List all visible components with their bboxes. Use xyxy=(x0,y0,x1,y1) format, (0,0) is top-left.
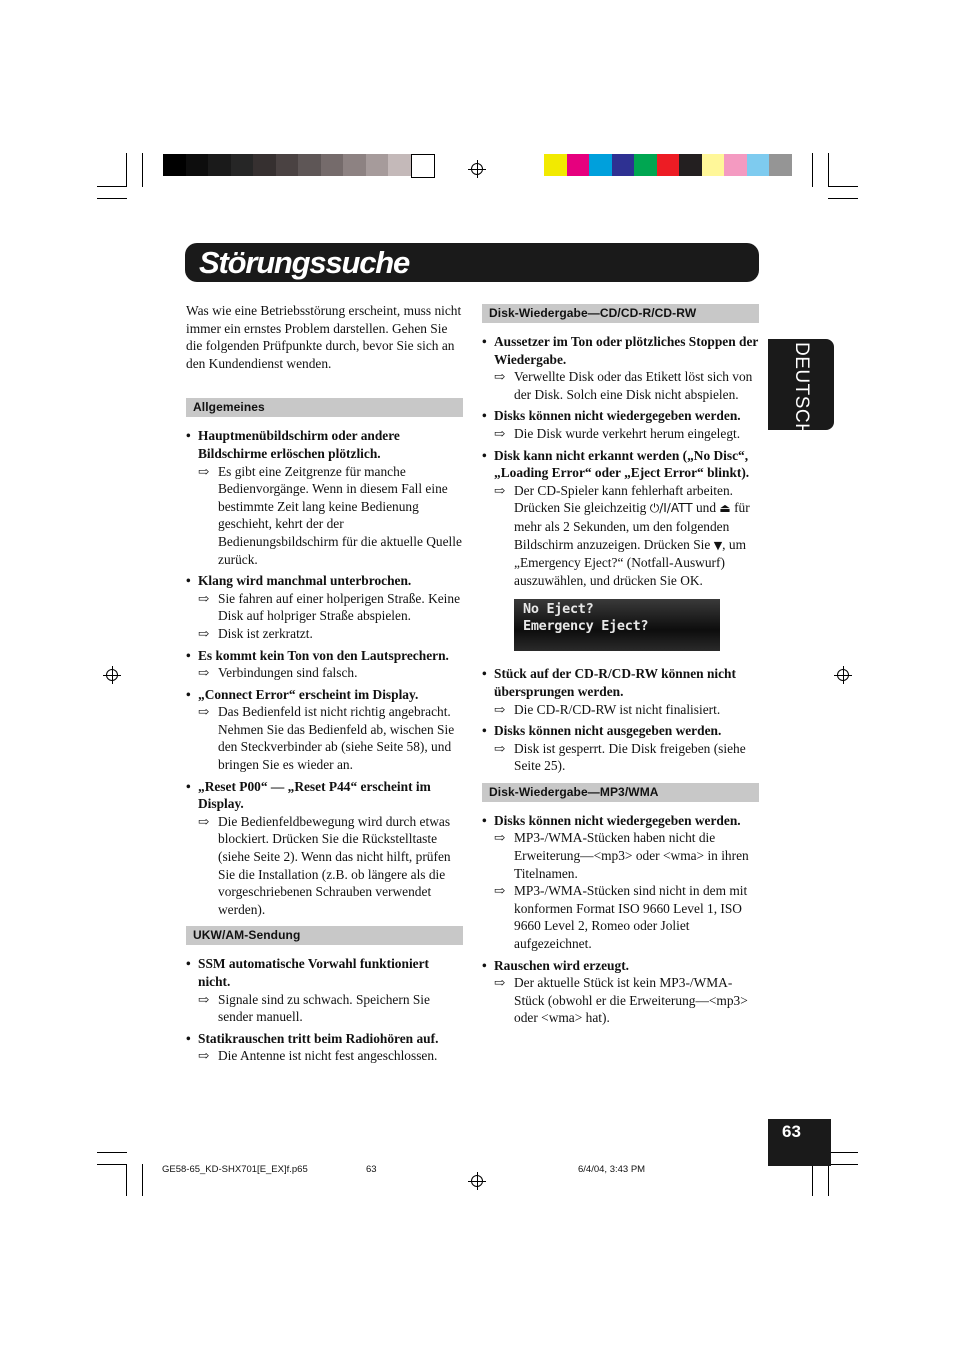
arrow-right-icon: ⇨ xyxy=(198,1048,210,1064)
problem-text: • Aussetzer im Ton oder plötzliches Stoppen der Wiedergabe. xyxy=(482,333,759,368)
color-swatch xyxy=(544,154,567,176)
color-swatch xyxy=(747,154,770,176)
color-swatch xyxy=(612,154,635,176)
registration-mark-icon xyxy=(468,1172,486,1190)
footer-date: 6/4/04, 3:43 PM xyxy=(578,1164,646,1175)
problem-text: • Disks können nicht wiedergegeben werden. xyxy=(482,812,759,830)
list-item xyxy=(186,572,463,642)
arrow-right-icon: ⇨ xyxy=(198,665,210,681)
arrow-right-icon: ⇨ xyxy=(198,704,210,720)
arrow-right-icon: ⇨ xyxy=(494,883,506,899)
crop-mark xyxy=(828,1164,858,1165)
language-tab-label: DEUTSCH xyxy=(791,342,812,438)
solution-text: ⇨ Verwellte Disk oder das Etikett löst sich von der Disk. Solch eine Disk nicht abspielen. xyxy=(494,369,753,402)
list-item xyxy=(482,407,759,442)
crop-mark xyxy=(97,186,127,187)
list-item xyxy=(186,778,463,919)
display-line-2: Emergency Eject? xyxy=(523,618,649,635)
registration-mark-icon xyxy=(103,666,121,684)
page-number: 63 xyxy=(782,1122,801,1141)
arrow-right-icon: ⇨ xyxy=(494,482,506,498)
problem-text: • Disks können nicht wiedergegeben werden. xyxy=(482,407,759,425)
arrow-right-icon: ⇨ xyxy=(198,590,210,606)
title-bar xyxy=(185,243,759,282)
problem-text: • „Reset P00“ — „Reset P44“ erscheint im Display. xyxy=(186,778,463,813)
solution-text: ⇨ Sie fahren auf einer holperigen Straße. Keine Disk auf holpriger Straße abspielen. xyxy=(198,590,461,624)
solution-text: ⇨ Das Bedienfeld ist nicht richtig angebracht. Nehmen Sie das Bedienfeld ab, wischen Sie den Steckverbinder ab (siehe Seite 58), und bringen Sie es wieder an. xyxy=(198,704,455,773)
color-swatch xyxy=(769,154,792,176)
list-item xyxy=(482,665,759,718)
crop-mark xyxy=(828,1152,858,1153)
crop-mark xyxy=(97,1164,127,1165)
problem-text: • Stück auf der CD-R/CD-RW können nicht übersprungen werden. xyxy=(482,665,759,700)
crop-mark xyxy=(126,153,127,187)
solution-text: ⇨ MP3-/WMA-Stücken sind nicht in dem mit konformen Format ISO 9660 Level 1, ISO 9660 Level 2, Romeo oder Joliet aufgezeichnet. xyxy=(494,883,748,952)
list-item xyxy=(186,686,463,774)
problem-text: • „Connect Error“ erscheint im Display. xyxy=(186,686,463,704)
gray-swatch xyxy=(388,154,411,176)
list-item xyxy=(186,1030,463,1065)
section-heading: Disk-Wiedergabe—MP3/WMA xyxy=(482,783,759,802)
display-screen xyxy=(514,599,720,651)
crop-mark xyxy=(97,1152,127,1153)
intro-text: Was wie eine Betriebsstörung erscheint, muss nicht immer ein ernstes Problem darstellen. Gehen Sie die folgenden Prüfpunkte durch, bevor Sie sich an den Kundendienst wenden. xyxy=(186,303,462,371)
arrow-right-icon: ⇨ xyxy=(198,813,210,829)
gray-swatch xyxy=(163,154,186,176)
crop-mark xyxy=(142,153,143,187)
registration-mark-icon xyxy=(834,666,852,684)
gray-swatch xyxy=(366,154,389,176)
solution-text: ⇨ Die Antenne ist nicht fest angeschlossen. xyxy=(198,1048,438,1064)
problem-text: • Disk kann nicht erkannt werden („No Disc“, „Loading Error“ oder „Eject Error“ blinkt). xyxy=(482,447,759,482)
footer-page: 63 xyxy=(366,1164,377,1175)
problem-text: • Hauptmenübildschirm oder andere Bildschirme erlöschen plötzlich. xyxy=(186,427,463,462)
solution-text: ⇨ Die Bedienfeldbewegung wird durch etwas blockiert. Drücken Sie die Rückstelltaste (siehe Seite 2). Wenn das nicht hilft, prüfen Sie die Installation (z.B. ob längere als die vorgeschriebenen Schrauben verwendet werden). xyxy=(198,813,451,917)
gray-swatch xyxy=(343,154,366,176)
crop-mark xyxy=(97,198,127,199)
eject-button-icon: ⏏ xyxy=(719,501,731,516)
footer-file: GE58-65_KD-SHX701[E_EX]f.p65 xyxy=(162,1164,308,1175)
solution-text: ⇨ Signale sind zu schwach. Speichern Sie sender manuell. xyxy=(198,991,430,1025)
gray-swatch xyxy=(411,154,436,178)
color-swatch xyxy=(724,154,747,176)
gray-swatch xyxy=(253,154,276,176)
color-swatch xyxy=(657,154,680,176)
crop-mark xyxy=(828,1164,829,1196)
problem-text: • Es kommt kein Ton von den Lautsprechern. xyxy=(186,647,463,665)
registration-mark-icon xyxy=(468,160,486,178)
color-swatch xyxy=(589,154,612,176)
solution-text: ⇨ Es gibt eine Zeitgrenze für manche Bedienvorgänge. Wenn in diesem Fall eine bestimmte Zeit lang keine Bedienung geschieht, kehrt der der Bedienungsbildschirm für die aktuelle Quelle zurück. xyxy=(198,463,462,567)
crop-mark xyxy=(828,198,858,199)
crop-mark xyxy=(812,153,813,187)
section-heading: UKW/AM-Sendung xyxy=(186,926,463,945)
list-item xyxy=(186,647,463,682)
page-number-box xyxy=(768,1119,831,1166)
list-item xyxy=(482,333,759,403)
problem-text: • Disks können nicht ausgegeben werden. xyxy=(482,722,759,740)
color-swatch xyxy=(679,154,702,176)
crop-mark xyxy=(812,1164,813,1196)
problem-text: • Statikrauschen tritt beim Radiohören auf. xyxy=(186,1030,463,1048)
power-att-button-icon: ⏻/I/ATT xyxy=(649,501,693,516)
crop-mark xyxy=(126,1164,127,1196)
section-heading: Disk-Wiedergabe—CD/CD-R/CD-RW xyxy=(482,304,759,323)
problem-text: • Klang wird manchmal unterbrochen. xyxy=(186,572,463,590)
left-column xyxy=(186,302,463,1069)
arrow-right-icon: ⇨ xyxy=(494,740,506,756)
right-column xyxy=(482,304,759,1031)
problem-text: • SSM automatische Vorwahl funktioniert nicht. xyxy=(186,955,463,990)
solution-text: ⇨ Der aktuelle Stück ist kein MP3-/WMA-Stück (obwohl er die Erweiterung—<mp3> oder <wma> hat). xyxy=(494,975,748,1026)
list-item xyxy=(186,427,463,568)
arrow-right-icon: ⇨ xyxy=(494,369,506,385)
solution-text: ⇨ Disk ist zerkratzt. xyxy=(198,625,313,641)
solution-text: ⇨ MP3-/WMA-Stücken haben nicht die Erweiterung—<mp3> oder <wma> in ihren Titelnamen. xyxy=(494,830,749,881)
solution-text: ⇨ Die Disk wurde verkehrt herum eingelegt. xyxy=(494,425,741,441)
language-tab xyxy=(768,339,834,438)
list-item xyxy=(186,955,463,1025)
solution-text: ⇨ Disk ist gesperrt. Die Disk freigeben (siehe Seite 25). xyxy=(494,740,746,774)
crop-mark xyxy=(828,153,829,187)
display-line-1: No Eject? xyxy=(523,601,594,618)
crop-mark xyxy=(828,186,858,187)
list-item xyxy=(482,447,759,652)
arrow-right-icon: ⇨ xyxy=(198,991,210,1007)
gray-swatch xyxy=(276,154,299,176)
arrow-right-icon: ⇨ xyxy=(198,463,210,479)
solution-text: ⇨ Verbindungen sind falsch. xyxy=(198,665,358,681)
solution-text: ⇨ Der CD-Spieler kann fehlerhaft arbeiten. Drücken Sie gleichzeitig ⏻/I/ATT und ⏏ für mehr als 2 Sekunden, um den folgenden Bildschirm anzuzeigen. Drücken Sie ▼, um „Emergency Eject?“ (Notfall-Auswurf) auszuwählen, und drücken Sie OK. xyxy=(494,482,750,588)
gray-swatch xyxy=(231,154,254,176)
problem-text: • Rauschen wird erzeugt. xyxy=(482,957,759,975)
color-swatch xyxy=(634,154,657,176)
list-item xyxy=(482,957,759,1027)
color-swatch xyxy=(567,154,590,176)
down-arrow-button-icon: ▼ xyxy=(713,538,723,552)
section-heading: Allgemeines xyxy=(186,398,463,417)
gray-swatch xyxy=(186,154,209,176)
gray-swatch xyxy=(321,154,344,176)
arrow-right-icon: ⇨ xyxy=(494,701,506,717)
list-item xyxy=(482,722,759,775)
solution-text: ⇨ Die CD-R/CD-RW ist nicht finalisiert. xyxy=(494,701,721,717)
crop-mark xyxy=(142,1164,143,1196)
arrow-right-icon: ⇨ xyxy=(494,425,506,441)
color-swatch xyxy=(702,154,725,176)
gray-swatch xyxy=(208,154,231,176)
gray-swatch xyxy=(298,154,321,176)
arrow-right-icon: ⇨ xyxy=(494,975,506,991)
arrow-right-icon: ⇨ xyxy=(198,625,210,641)
list-item xyxy=(482,812,759,953)
page-title: Störungssuche xyxy=(199,245,410,280)
arrow-right-icon: ⇨ xyxy=(494,830,506,846)
